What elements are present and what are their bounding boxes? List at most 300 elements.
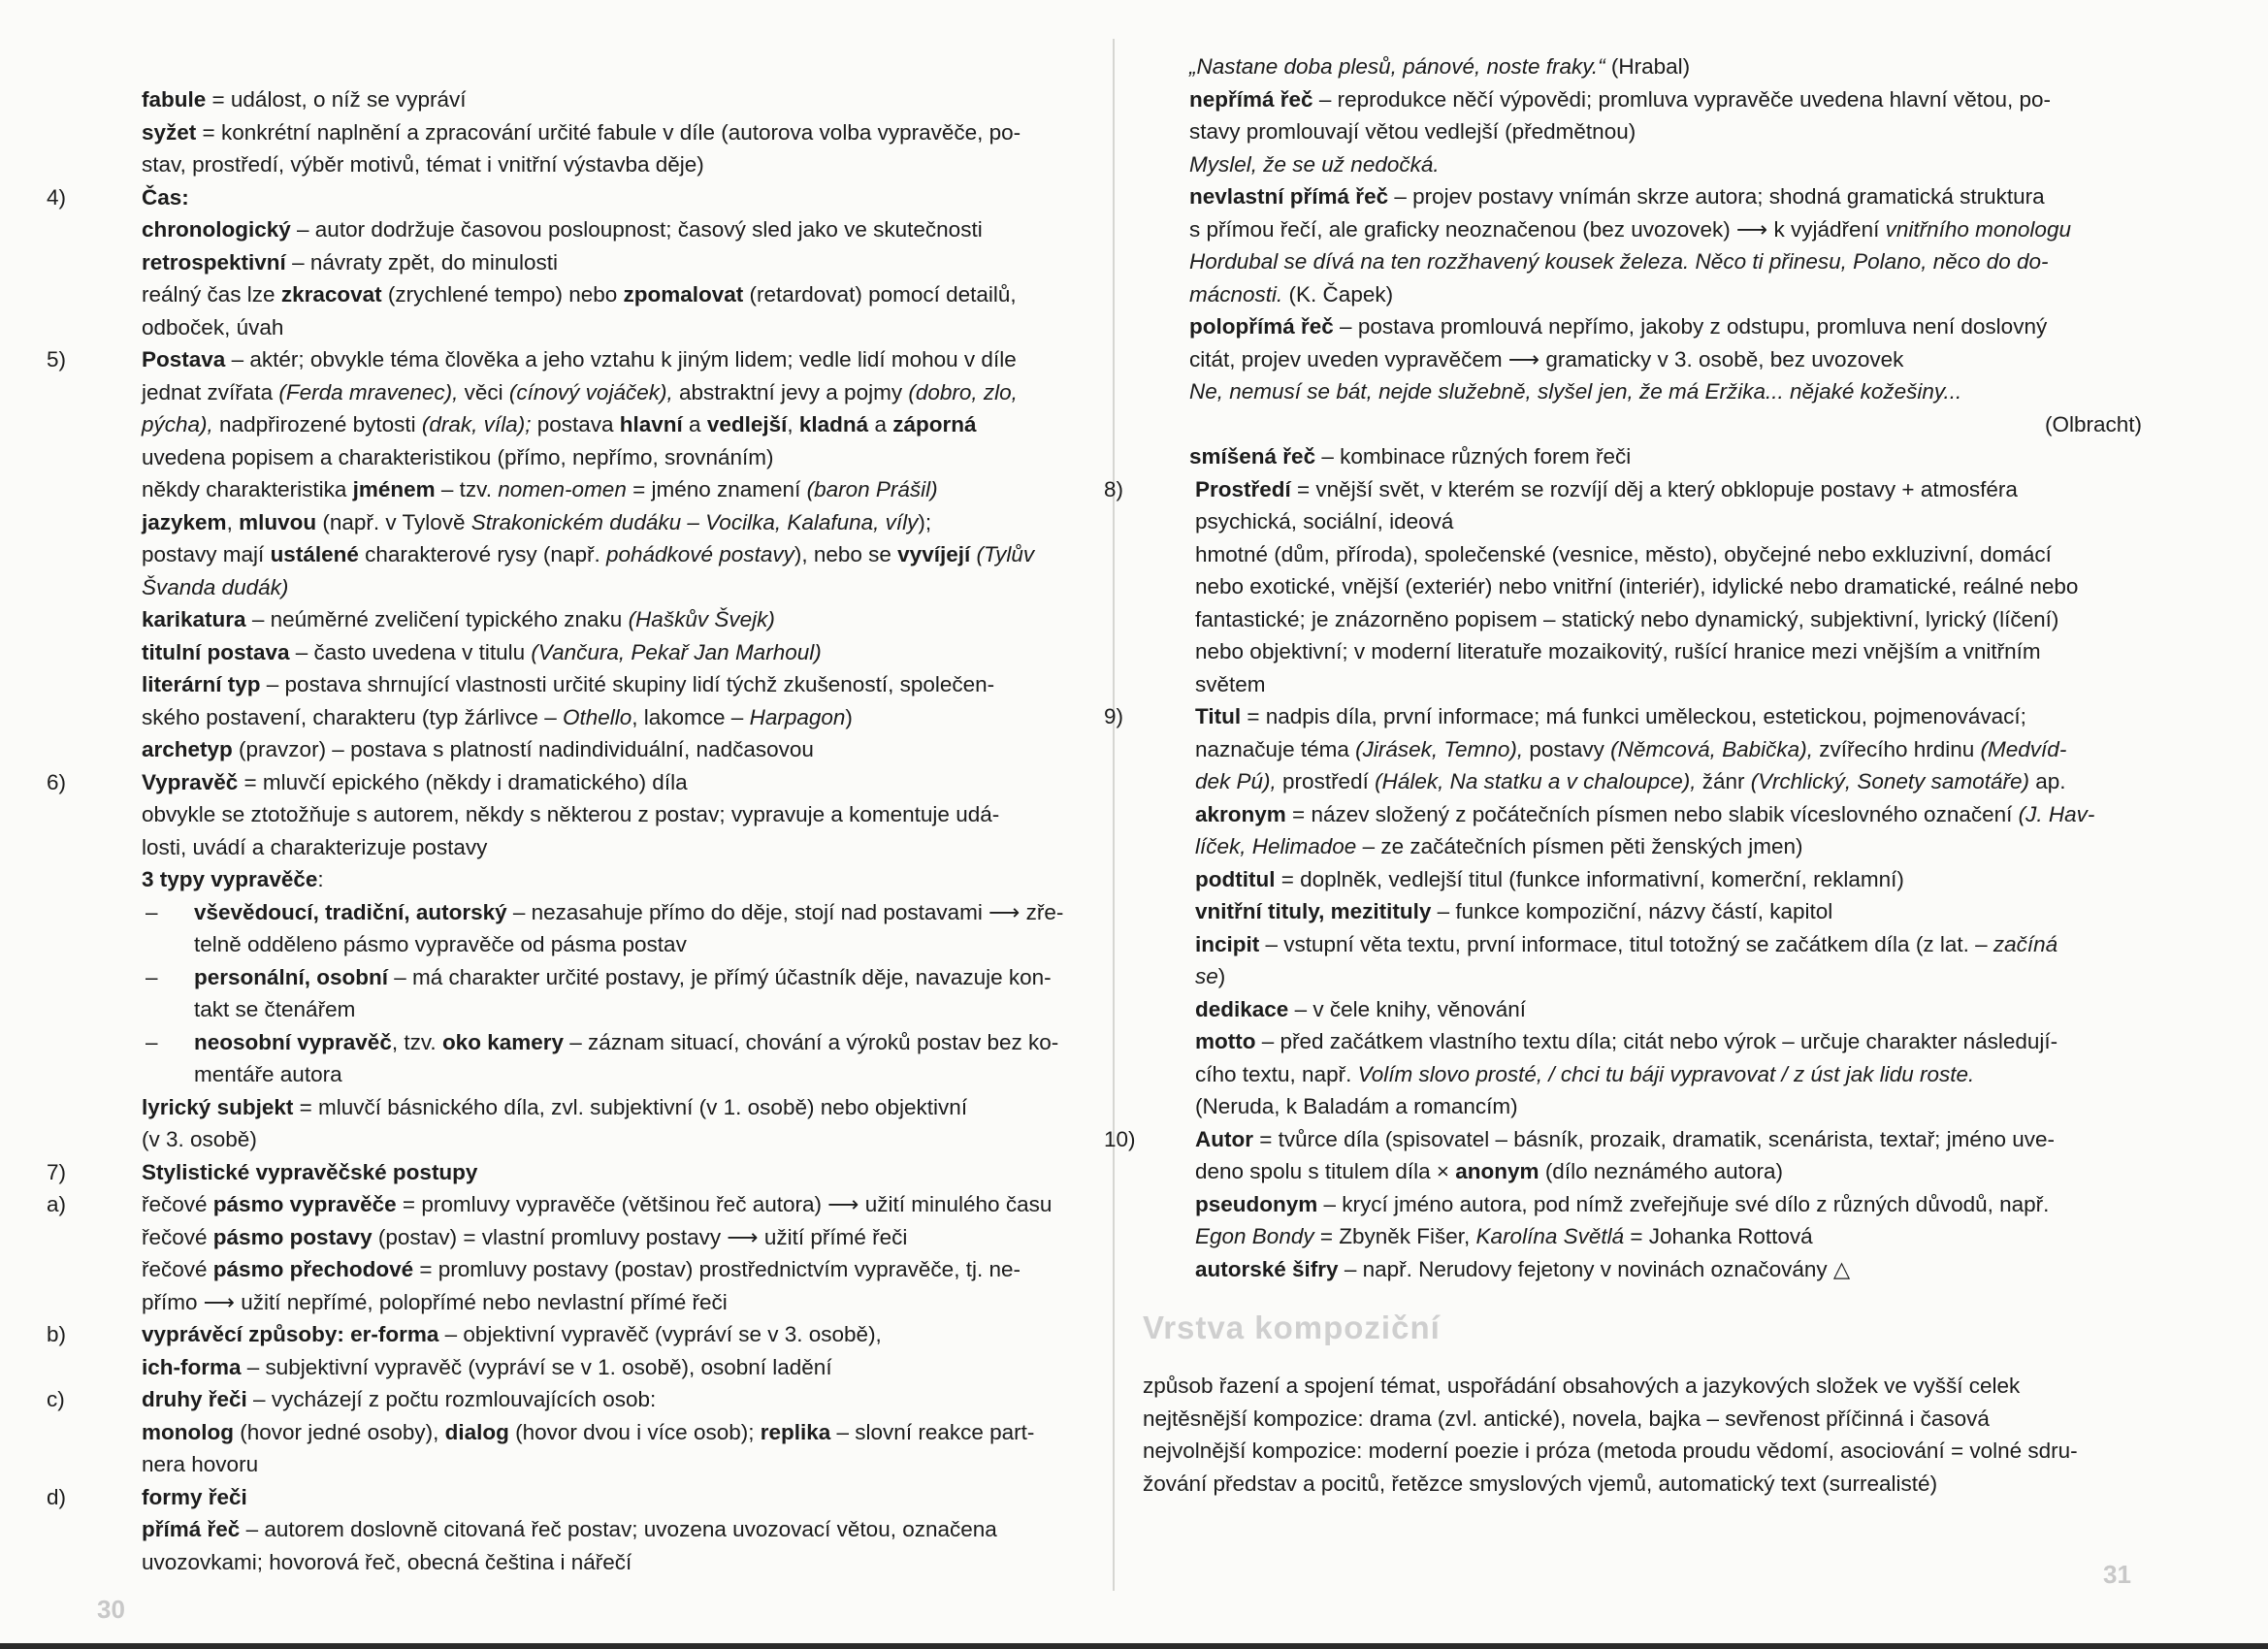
text-run: takt se čtenářem [194, 997, 356, 1021]
bullet-dash: – [146, 1029, 158, 1054]
text-run: – aktér; obvykle téma člověka a jeho vztahu k jiným lidem; vedle lidí mohou v díle [225, 347, 1017, 372]
text-run: (v 3. osobě) [142, 1127, 257, 1151]
text-run: – autorem doslovně citovaná řeč postav; uvozena uvozovací větou, označena [240, 1517, 997, 1541]
text-line [1143, 50, 2142, 83]
text-line [95, 961, 1094, 994]
text-run: = jméno znamení [626, 477, 807, 501]
text-run: ského postavení, charakteru (typ žárlivce – [142, 704, 563, 729]
text-line [1143, 1253, 2142, 1286]
text-line [1143, 148, 2142, 181]
text-line [1143, 863, 2142, 896]
text-run: = událost, o níž se vypráví [206, 87, 467, 112]
text-run: (např. v Tylově [316, 509, 471, 534]
bullet-dash: – [146, 899, 158, 924]
example: (Medvíd- [1980, 736, 2067, 761]
text-run: – postava shrnující vlastnosti určité skupiny lidí týchž zkušeností, společen- [260, 672, 995, 696]
text-line [1143, 343, 2142, 376]
text-line [1143, 928, 2142, 961]
text-run: – krycí jméno autora, pod nímž zveřejňuje své dílo z různých důvodů, např. [1317, 1191, 2050, 1216]
text-run: nera hovoru [142, 1452, 259, 1476]
list-number: a) [47, 1192, 67, 1216]
text-line [1143, 603, 2142, 636]
example: Strakonickém dudáku – Vocilka, Kalafuna, víly [470, 509, 919, 534]
text-run: , tzv. [391, 1029, 442, 1054]
text-run: (K. Čapek) [1282, 281, 1394, 307]
text-line [1143, 570, 2142, 603]
text-line [95, 1026, 1094, 1059]
text-line [95, 928, 1094, 961]
text-line [47, 1481, 1094, 1514]
term: 3 typy vypravěče [142, 867, 318, 891]
text-run: – před začátkem vlastního textu díla; citát nebo výrok – určuje charakter následují- [1255, 1029, 2058, 1053]
list-number: 6) [47, 769, 67, 794]
term: vyvíjejí [897, 542, 971, 566]
right-page-text [1104, 50, 2142, 1285]
text-line [1104, 700, 2142, 733]
term: pseudonym [1195, 1191, 1318, 1216]
example: Egon Bondy [1195, 1224, 1314, 1248]
section-body [1143, 1370, 2078, 1500]
example: (Jirásek, Temno), [1355, 736, 1524, 761]
list-number: b) [47, 1322, 67, 1346]
text-line [95, 311, 1094, 344]
term: oko kamery [441, 1029, 565, 1054]
text-run: (postav) = vlastní promluvy postavy ⟶ užití přímé řeči [372, 1224, 908, 1249]
term: vnitřní tituly, mezitituly [1195, 899, 1432, 923]
text-run: naznačuje téma [1195, 736, 1356, 761]
example: vnitřního monologu [1885, 216, 2071, 242]
example: (cínový vojáček), [508, 379, 673, 404]
text-run: ); [918, 509, 932, 534]
text-line [1143, 245, 2142, 278]
term: formy řeči [142, 1484, 247, 1509]
term: incipit [1195, 931, 1260, 956]
text-run: věci [458, 379, 509, 404]
term: Čas: [142, 184, 189, 210]
term: nevlastní přímá řeč [1189, 184, 1389, 209]
text-run: – neúměrné zveličení typického znaku [245, 607, 629, 631]
text-run: fantastické; je znázorněno popisem – statický nebo dynamický, subjektivní, lyrický (líčení) [1195, 606, 2059, 631]
text-run: (Hrabal) [1604, 54, 1691, 79]
text-line [95, 896, 1094, 929]
section-line: žování představ a pocitů, řetězce smyslových vjemů, automatický text (surrealisté) [1143, 1471, 1938, 1496]
text-run: – ze začátečních písmen pěti ženských jmen) [1356, 834, 1803, 858]
example: Karolína Světlá [1475, 1224, 1625, 1248]
list-number: 8) [1104, 476, 1124, 501]
text-line [95, 1416, 1094, 1449]
text-run: mentáře autora [194, 1062, 342, 1086]
text-run: cího textu, např. [1195, 1061, 1358, 1086]
text-run: řečové [142, 1257, 213, 1281]
text-line [95, 668, 1094, 701]
text-run: (hovor dvou i více osob); [508, 1419, 761, 1444]
text-line [95, 831, 1094, 864]
text-line [95, 278, 1094, 311]
text-line [95, 1123, 1094, 1156]
text-line [1143, 895, 2142, 928]
example: pohádkové postavy [605, 542, 794, 566]
example: začíná [1993, 931, 2058, 956]
text-line [95, 571, 1094, 604]
text-line [95, 116, 1094, 149]
example: líček, Helimadoe [1195, 834, 1357, 858]
example: pýcha), [142, 412, 213, 436]
term: zkracovat [280, 282, 382, 307]
text-run: , [787, 412, 799, 436]
term: personální, osobní [194, 964, 389, 989]
example: Volím slovo prosté, / chci tu báji vypravovat / z úst jak lidu roste. [1357, 1061, 1975, 1086]
text-run: stav, prostředí, výběr motivů, témat i vnitřní výstavba děje) [142, 152, 704, 177]
term: dedikace [1195, 996, 1289, 1021]
text-run: (Olbracht) [2044, 411, 2142, 436]
text-run: – autor dodržuje časovou posloupnost; časový sled jako ve skutečnosti [290, 217, 983, 242]
term: jazykem [142, 509, 227, 534]
term: druhy řeči [142, 1387, 247, 1411]
text-run: = Zbyněk Fišer, [1313, 1224, 1476, 1248]
text-run: (retardovat) pomocí detailů, [743, 282, 1017, 307]
text-line [1143, 733, 2142, 766]
term: dialog [444, 1419, 509, 1444]
example: Myslel, že se už nedočká. [1189, 151, 1440, 177]
term: Autor [1195, 1126, 1253, 1151]
text-line [47, 1318, 1094, 1351]
text-line [47, 1383, 1094, 1416]
text-run: – návraty zpět, do minulosti [285, 249, 558, 275]
text-line [1143, 505, 2142, 538]
text-run: – má charakter určité postavy, je přímý účastník děje, navazuje kon- [388, 964, 1052, 989]
text-run: = název složený z počátečních písmen nebo slabik víceslovného označení [1285, 801, 2019, 826]
text-run: ap. [2028, 769, 2066, 793]
list-number: 10) [1104, 1126, 1136, 1151]
example: (Tylův [976, 542, 1035, 566]
text-run: , lakomce – [632, 704, 750, 729]
text-line [95, 1058, 1094, 1091]
text-run: – projev postavy vnímán skrze autora; shodná gramatická struktura [1388, 184, 2045, 209]
text-run: (zrychlené tempo) nebo [381, 282, 624, 307]
text-line [1143, 180, 2142, 213]
text-run: = mluvčí epického (někdy i dramatického) díla [238, 769, 688, 794]
term: přímá řeč [142, 1517, 241, 1541]
text-line [95, 798, 1094, 831]
text-run: – funkce kompoziční, názvy částí, kapitol [1431, 899, 1833, 923]
text-run: – v čele knihy, věnování [1288, 996, 1527, 1021]
example: Othello [562, 704, 632, 729]
text-run: někdy charakteristika [142, 477, 353, 501]
example: Harpagon [749, 704, 846, 729]
text-run: psychická, sociální, ideová [1195, 509, 1454, 534]
text-run: (Neruda, k Baladám a romancím) [1195, 1094, 1518, 1118]
text-run: postavy mají [142, 542, 271, 566]
term: syžet [142, 119, 197, 145]
text-line [95, 1513, 1094, 1546]
text-line [95, 1091, 1094, 1124]
example: „Nastane doba plesů, pánové, noste fraky.“ [1189, 54, 1605, 79]
text-line [1143, 830, 2142, 863]
example: (Haškův Švejk) [628, 607, 775, 631]
example: nomen-omen [498, 477, 627, 501]
term: pásmo postavy [212, 1224, 373, 1249]
example: (Němcová, Babička), [1610, 736, 1813, 761]
example: (J. Hav- [2018, 801, 2095, 826]
text-line [95, 1253, 1094, 1286]
text-run: – kombinace různých forem řeči [1315, 444, 1632, 469]
list-number: 5) [47, 347, 67, 372]
term: vedlejší [706, 412, 788, 436]
term: smíšená řeč [1189, 444, 1316, 469]
text-run: uvozovkami; hovorová řeč, obecná čeština i nářečí [142, 1549, 632, 1574]
text-run: abstraktní jevy a pojmy [672, 379, 909, 404]
list-number: 9) [1104, 704, 1124, 728]
text-run: charakterové rysy (např. [358, 542, 606, 566]
section-line: nejtěsnější kompozice: drama (zvl. antické), novela, bajka – sevřenost příčinná i časová [1143, 1406, 1990, 1431]
text-line [1143, 798, 2142, 831]
term: ich-forma [142, 1354, 242, 1379]
text-line [1143, 1025, 2142, 1058]
text-run: = mluvčí básnického díla, zvl. subjektivní (v 1. osobě) nebo objektivní [293, 1094, 968, 1119]
example: dek Pú), [1195, 769, 1277, 793]
list-number: 7) [47, 1159, 67, 1184]
text-line [95, 506, 1094, 539]
term: anonym [1455, 1159, 1539, 1183]
text-run: (hovor jedné osoby), [233, 1419, 445, 1444]
text-line [47, 343, 1094, 376]
text-run: nebo exotické, vnější (exteriér) nebo vnitřní (interiér), idylické nebo dramatické, reálné nebo [1195, 574, 2079, 598]
text-line [1143, 213, 2142, 246]
text-line [1143, 993, 2142, 1026]
text-run: zvířecího hrdinu [1812, 736, 1981, 761]
text-run: – objektivní vypravěč (vypráví se v 3. osobě), [438, 1322, 882, 1346]
term: pásmo vypravěče [212, 1192, 397, 1216]
term: lyrický subjekt [142, 1094, 294, 1119]
term: podtitul [1195, 866, 1276, 891]
term: mluvou [239, 509, 317, 534]
term: kladná [798, 412, 869, 436]
text-run: postava [531, 412, 620, 436]
term: karikatura [142, 607, 246, 631]
example: Ne, nemusí se bát, nejde služebně, slyšel jen, že má Eržika... nějaké kožešiny... [1189, 379, 1962, 404]
example: (Vančura, Pekař Jan Marhoul) [531, 639, 822, 664]
term: motto [1195, 1029, 1256, 1053]
text-run: nadpřirozené bytosti [212, 412, 422, 436]
text-run: telně odděleno pásmo vypravěče od pásma postav [194, 932, 687, 956]
text-run: citát, projev uveden vypravěčem ⟶ gramaticky v 3. osobě, bez uvozovek [1189, 346, 1904, 372]
term: záporná [892, 412, 977, 436]
text-line [95, 1546, 1094, 1579]
text-line [1143, 310, 2142, 343]
term: zpomalovat [623, 282, 744, 307]
text-line [47, 766, 1094, 799]
text-line [95, 83, 1094, 116]
left-page-text [47, 83, 1094, 1578]
text-line [1143, 668, 2142, 701]
text-line [95, 408, 1094, 441]
example: Hordubal se dívá na ten rozžhavený kousek železa. Něco ti přinesu, Polano, něco do do- [1189, 249, 2049, 274]
text-line [1143, 1188, 2142, 1221]
text-line [95, 441, 1094, 474]
text-run: nebo objektivní; v moderní literatuře mozaikovitý, rušící hranice mezi vnějším a vnitřním [1195, 639, 2041, 663]
text-line [95, 538, 1094, 571]
text-run: – tzv. [435, 477, 499, 501]
term: jménem [352, 477, 436, 501]
text-run: s přímou řečí, ale graficky neoznačenou (bez uvozovek) ⟶ k vyjádření [1189, 216, 1886, 242]
term: titulní postava [142, 639, 290, 664]
section-heading: Vrstva kompoziční [1143, 1310, 1441, 1345]
text-line [1143, 1155, 2142, 1188]
example: (Hálek, Na statku a v chaloupce), [1375, 769, 1697, 793]
list-number: 4) [47, 184, 67, 210]
text-line [1104, 1123, 2142, 1156]
text-run: – vycházejí z počtu rozmlouvajících osob: [246, 1387, 657, 1411]
text-run: = tvůrce díla (spisovatel – básník, prozaik, dramatik, scenárista, textař; jméno uve- [1253, 1126, 2055, 1151]
page-number-right: 31 [2103, 1560, 2131, 1589]
text-run: hmotné (dům, příroda), společenské (vesnice, město), obyčejné nebo exkluzivní, domácí [1195, 541, 2052, 566]
text-line [95, 376, 1094, 409]
list-number: d) [47, 1484, 67, 1509]
term: Stylistické vypravěčské postupy [142, 1159, 478, 1184]
text-line [47, 1188, 1094, 1221]
text-line [95, 701, 1094, 734]
text-line [1143, 278, 2142, 311]
text-line [95, 733, 1094, 766]
text-run: – reprodukce něčí výpovědi; promluva vypravěče uvedena hlavní větou, po- [1312, 86, 2052, 112]
text-line [1143, 635, 2142, 668]
term: Postava [142, 347, 226, 372]
text-line [95, 246, 1094, 279]
section-line: nejvolnější kompozice: moderní poezie i próza (metoda proudu vědomí, asociování = volné sdru- [1143, 1439, 2078, 1463]
example: (drak, víla); [421, 412, 532, 436]
text-line [1143, 375, 2142, 408]
text-line [47, 1156, 1094, 1189]
text-line [1143, 1058, 2142, 1091]
text-run: = doplněk, vedlejší titul (funkce informativní, komerční, reklamní) [1275, 866, 1904, 891]
text-line [95, 213, 1094, 246]
term: replika [760, 1419, 831, 1444]
text-run: – slovní reakce part- [830, 1419, 1035, 1444]
text-line [1143, 1220, 2142, 1253]
term: hlavní [619, 412, 683, 436]
term: fabule [142, 87, 207, 112]
text-run: – subjektivní vypravěč (vypráví se v 1. osobě), osobní ladění [241, 1354, 832, 1379]
example: se [1195, 964, 1218, 988]
bullet-dash: – [146, 964, 158, 989]
text-line [1143, 440, 2142, 473]
text-run: , [226, 509, 240, 534]
term: Titul [1195, 704, 1242, 728]
text-line [95, 1286, 1094, 1319]
term: Vypravěč [142, 769, 239, 794]
term: Prostředí [1195, 476, 1291, 501]
text-run: a [868, 412, 893, 436]
text-line [1143, 408, 2142, 441]
text-line [95, 603, 1094, 636]
text-line [95, 148, 1094, 181]
text-run: losti, uvádí a charakterizuje postavy [142, 834, 488, 859]
text-run: odboček, úvah [142, 314, 284, 340]
text-line [95, 473, 1094, 506]
text-line [47, 181, 1094, 214]
text-run: ) [845, 704, 853, 729]
text-run: – často uvedena v titulu [289, 639, 532, 664]
text-run: postavy [1523, 736, 1611, 761]
term: ustálené [270, 542, 359, 566]
text-run: reálný čas lze [142, 282, 281, 307]
text-run: (dílo neznámého autora) [1539, 1159, 1783, 1183]
text-line [1143, 115, 2142, 148]
text-run: = nadpis díla, první informace; má funkci uměleckou, estetickou, pojmenovávací; [1241, 704, 2026, 728]
text-line [1143, 765, 2142, 798]
text-line [1143, 960, 2142, 993]
text-line [95, 1221, 1094, 1254]
list-number: c) [47, 1387, 65, 1411]
text-run: stavy promlouvají větou vedlejší (předmětnou) [1189, 119, 1636, 144]
text-line [95, 863, 1094, 896]
example: Švanda dudák) [142, 574, 289, 599]
text-run: – postava promlouvá nepřímo, jakoby z odstupu, promluva není doslovný [1333, 314, 2048, 339]
term: vyprávěcí způsoby: er-forma [142, 1322, 439, 1346]
text-line [95, 636, 1094, 669]
text-line [1143, 1090, 2142, 1123]
text-run: žánr [1696, 769, 1751, 793]
text-run: uvedena popisem a charakteristikou (přímo, nepřímo, srovnáním) [142, 444, 774, 469]
text-run: řečové [142, 1192, 213, 1216]
page-number-left: 30 [97, 1595, 125, 1624]
term: neosobní vypravěč [194, 1029, 392, 1054]
text-run: jednat zvířata [142, 379, 279, 404]
text-run: ) [1217, 964, 1226, 988]
example: mácnosti. [1189, 281, 1283, 307]
text-run: světem [1195, 671, 1266, 696]
text-run: prostředí [1276, 769, 1376, 793]
term: akronym [1195, 801, 1286, 826]
example: (baron Prášil) [806, 477, 938, 501]
text-run: – záznam situací, chování a výroků postav bez ko- [564, 1029, 1059, 1054]
text-run: – nezasahuje přímo do děje, stojí nad postavami ⟶ zře- [506, 899, 1064, 924]
page-gutter [1113, 39, 1115, 1591]
text-line [95, 993, 1094, 1026]
text-run: deno spolu s titulem díla × [1195, 1159, 1456, 1183]
example: (dobro, zlo, [908, 379, 1018, 404]
example: (Ferda mravenec), [278, 379, 459, 404]
text-run: (pravzor) – postava s platností nadindividuální, nadčasovou [232, 737, 814, 761]
text-run: = promluvy postavy (postav) prostřednictvím vypravěče, tj. ne- [413, 1257, 1021, 1281]
term: chronologický [142, 217, 291, 242]
text-run: = vnější svět, v kterém se rozvíjí děj a který obklopuje postavy + atmosféra [1290, 476, 2018, 501]
text-run: a [682, 412, 707, 436]
term: autorské šifry [1195, 1256, 1339, 1281]
text-run: – vstupní věta textu, první informace, titul totožný se začátkem díla (z lat. – [1259, 931, 1993, 956]
section-line: způsob řazení a spojení témat, uspořádání obsahových a jazykových složek ve vyšší celek [1143, 1374, 2021, 1398]
term: literární typ [142, 672, 261, 696]
text-run: ), nebo se [794, 542, 898, 566]
term: nepřímá řeč [1189, 86, 1313, 112]
text-run: obvykle se ztotožňuje s autorem, někdy s některou z postav; vypravuje a komentuje udá- [142, 802, 1000, 826]
text-run: řečové [142, 1224, 213, 1249]
term: vševědoucí, tradiční, autorský [194, 899, 507, 924]
example: (Vrchlický, Sonety samotáře) [1750, 769, 2029, 793]
term: monolog [142, 1419, 234, 1444]
text-run: = Johanka Rottová [1624, 1224, 1813, 1248]
text-line [95, 1448, 1094, 1481]
text-line [95, 1351, 1094, 1384]
text-run: – např. Nerudovy fejetony v novinách označovány △ [1338, 1256, 1851, 1281]
page-bottom-edge [0, 1643, 2268, 1649]
term: pásmo přechodové [212, 1257, 414, 1281]
term: retrospektivní [142, 249, 286, 275]
text-run: = promluvy vypravěče (většinou řeč autora) ⟶ užití minulého času [396, 1192, 1053, 1216]
text-line [1104, 473, 2142, 506]
text-run: = konkrétní naplnění a zpracování určité fabule v díle (autorova volba vypravěče, po- [196, 119, 1021, 145]
term: polopřímá řeč [1189, 314, 1334, 339]
